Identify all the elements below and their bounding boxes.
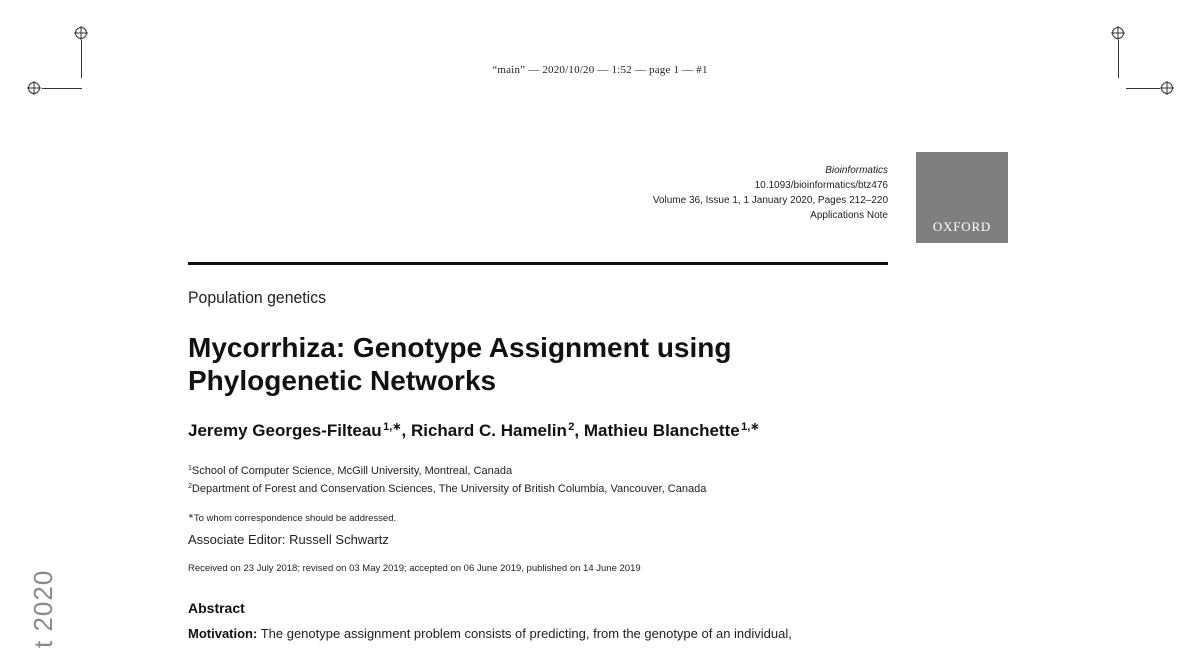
registration-mark-icon: [74, 26, 88, 40]
author-affil-marks: 2: [568, 421, 575, 433]
publisher-logo: [916, 152, 1008, 243]
motivation-label: Motivation:: [188, 626, 258, 641]
associate-editor: Associate Editor: Russell Schwartz: [188, 532, 389, 547]
registration-mark-icon: [27, 81, 41, 95]
correspondence-note: ∗To whom correspondence should be addressed.: [188, 513, 397, 524]
affiliation-item: $^1$School of Computer Science, McGill University, Montreal, Canada: [188, 465, 513, 477]
abstract-motivation: [188, 626, 792, 641]
author-name: Jeremy Georges-Filteau: [188, 421, 382, 440]
article-type: Applications Note: [810, 210, 888, 221]
journal-doi: 10.1093/bioinformatics/btz476: [754, 180, 888, 191]
author-name: Richard C. Hamelin: [410, 421, 567, 440]
author-list: Jeremy Georges-Filteau $^{1,∗}$, Richard C. Hamelin $^2$, Mathieu Blanchette $^{1,∗}$: [188, 421, 760, 440]
journal-volume: Volume 36, Issue 1, 1 January 2020, Pages 212–220: [652, 195, 888, 206]
publication-history: Received on 23 July 2018; revised on 03 May 2019; accepted on 06 June 2019, published on 14 June 2019: [188, 563, 641, 574]
publisher-logo-text: OXFORD: [932, 219, 992, 234]
motivation-text: The genotype assignment problem consists of predicting, from the genotype of an individual,: [257, 626, 792, 641]
paper-title: Mycorrhiza: Genotype Assignment using Phylogenetic Networks: [188, 332, 732, 396]
author-affil-marks: 1,∗: [383, 421, 402, 433]
correspondence-mark: ∗: [188, 513, 194, 520]
journal-name: Bioinformatics: [825, 165, 888, 176]
registration-mark-icon: [1111, 26, 1125, 40]
registration-mark-icon: [1160, 81, 1174, 95]
author-name: Mathieu Blanchette: [583, 421, 740, 440]
affiliation-item: $^2$Department of Forest and Conservation Sciences, The University of British Columbia, Vancouver, Canada: [188, 483, 707, 495]
section-label: Population genetics: [188, 288, 327, 307]
running-header: “main” — 2020/10/20 — 1:52 — page 1 — #1: [492, 64, 708, 76]
author-affil-marks: 1,∗: [741, 421, 760, 433]
affiliations: [188, 461, 706, 497]
abstract-heading: Abstract: [188, 600, 245, 616]
header-rule: [188, 262, 888, 265]
journal-info: [653, 163, 888, 223]
side-watermark-stamp: t 2020: [28, 569, 58, 648]
